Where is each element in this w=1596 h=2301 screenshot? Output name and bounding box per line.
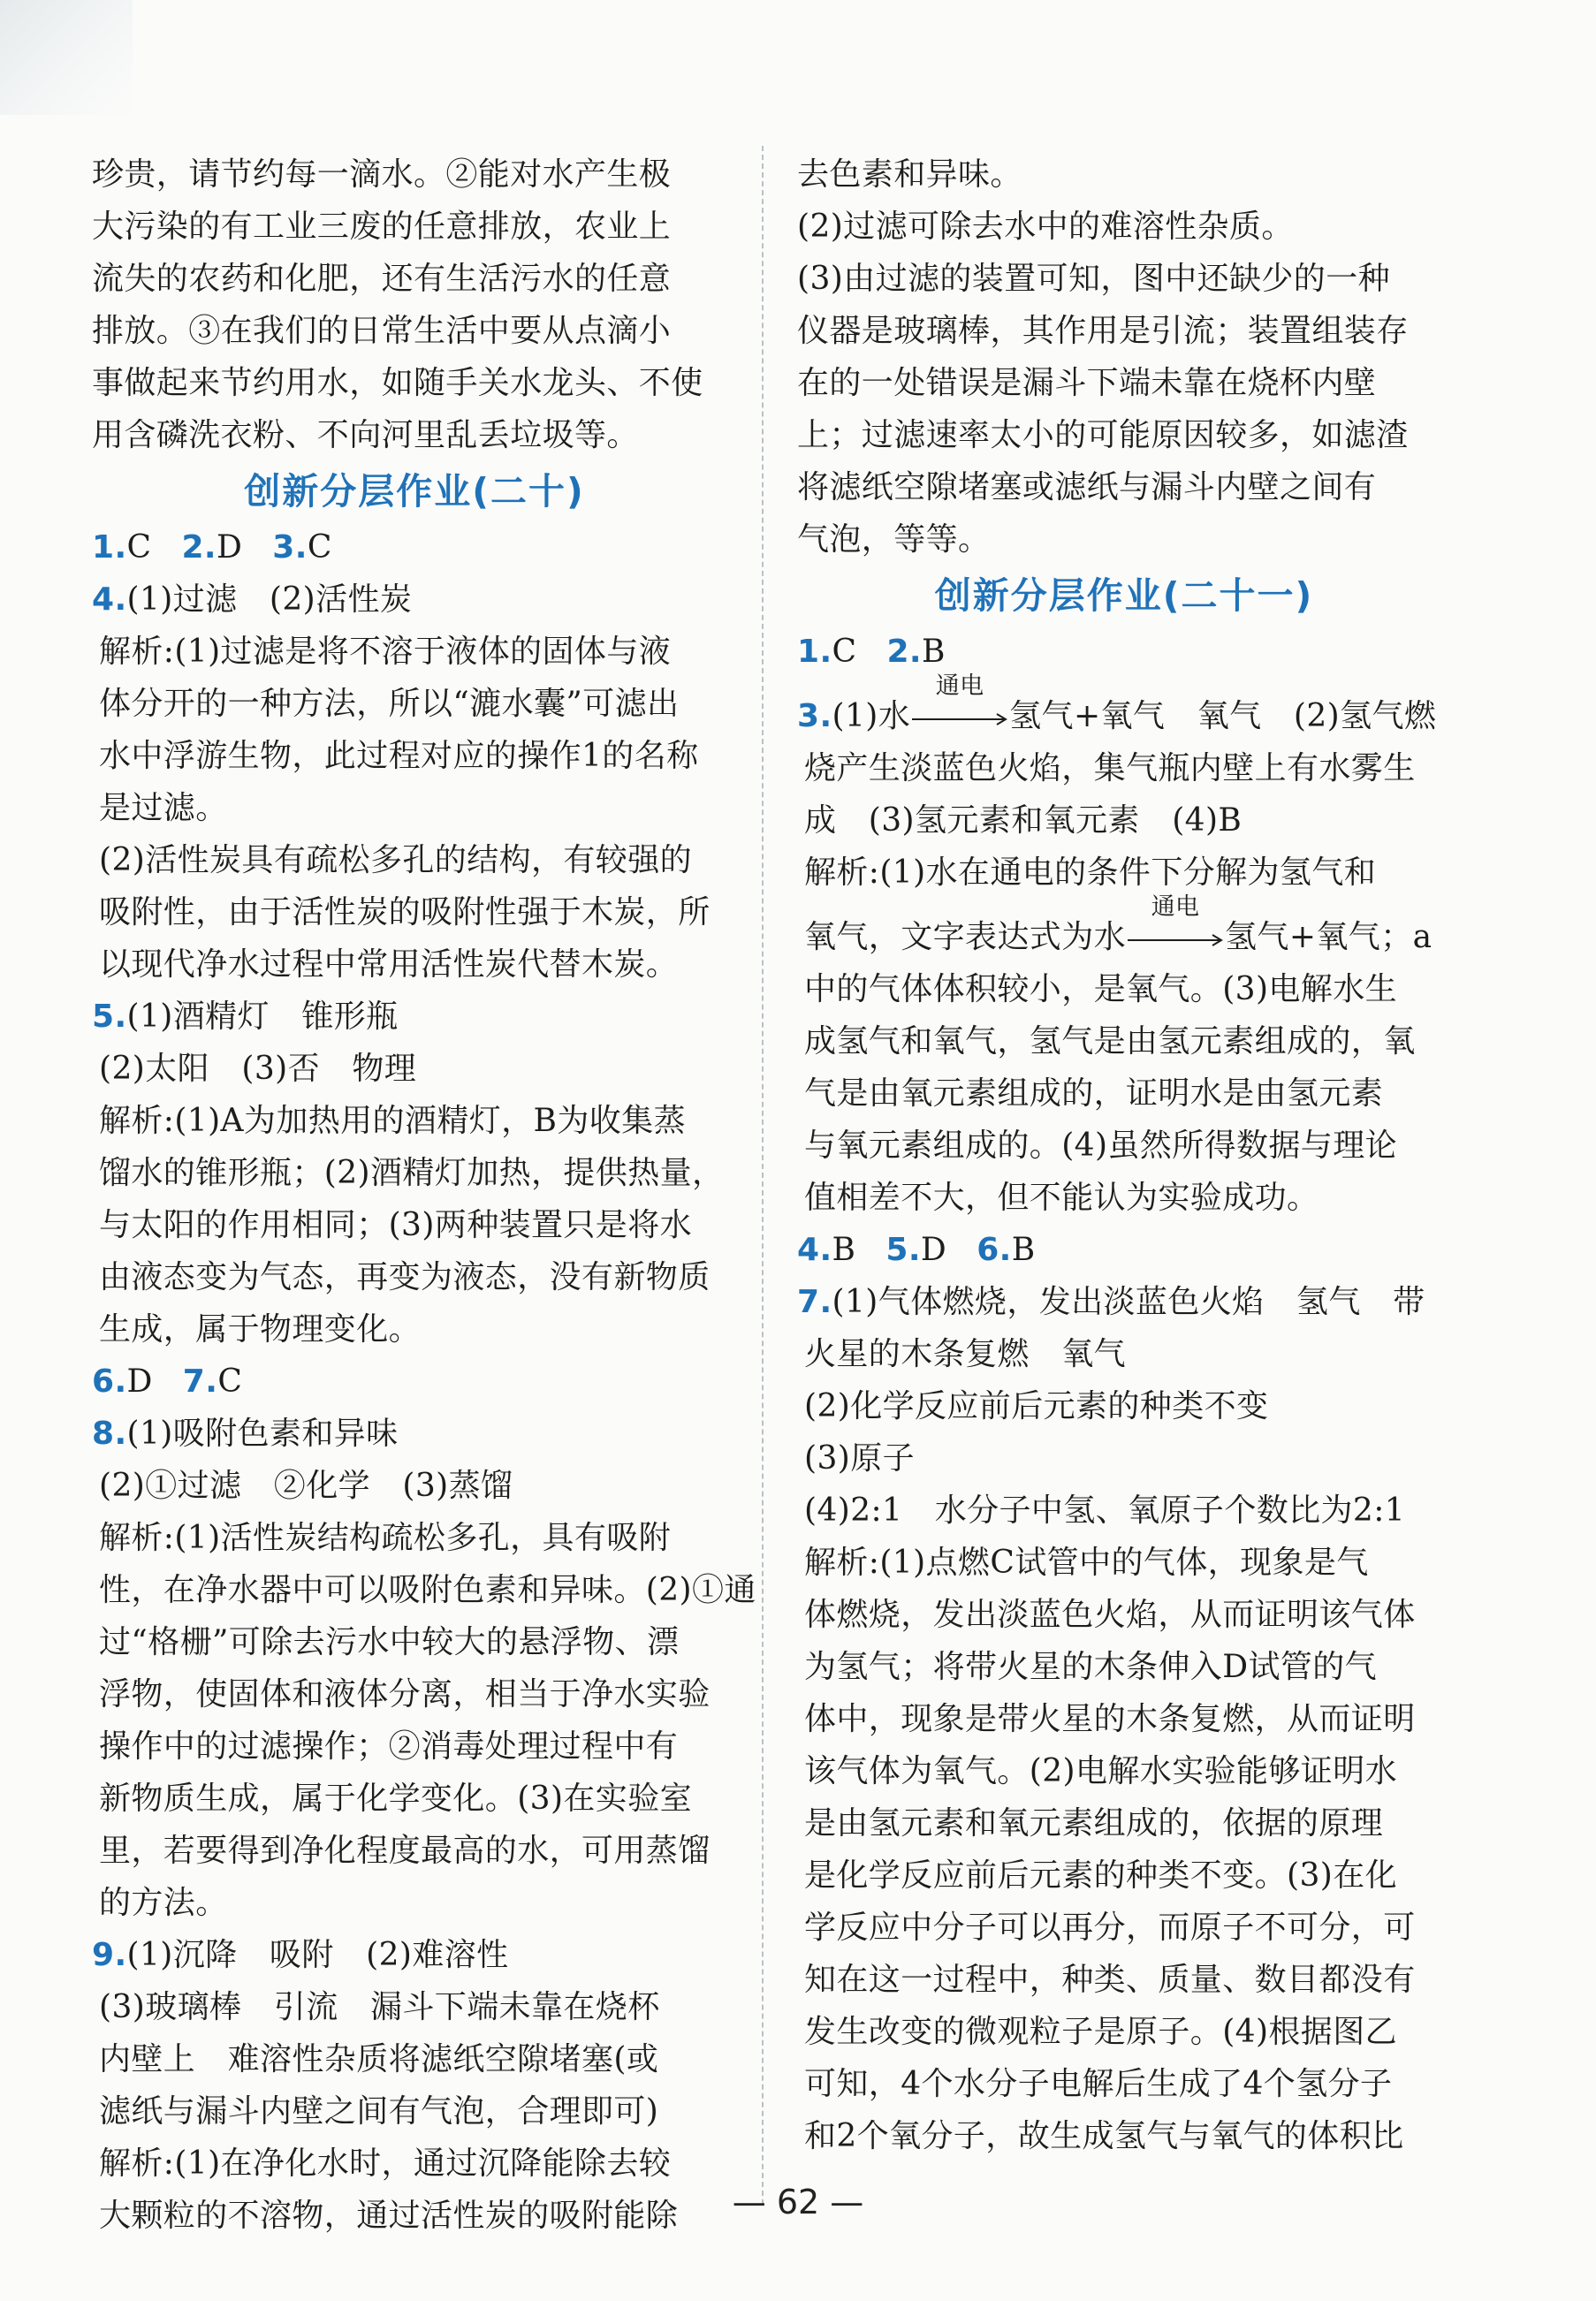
intro-paragraph (92, 148, 737, 461)
text-line: 发生改变的微观粒子是原子。(4)根据图乙 (804, 2014, 1397, 2050)
answer-row-4-6 (797, 1224, 1451, 1276)
text-line: (3)原子 (804, 1440, 915, 1477)
text-line: 是化学反应前后元素的种类不变。(3)在化 (804, 1857, 1397, 1894)
text-line: 解析:(1)活性炭结构疏松多孔，具有吸附 (99, 1520, 672, 1556)
text-line: 水中浮游生物，此过程对应的操作1的名称 (99, 738, 699, 774)
text-line: 知在这一过程中，种类、质量、数目都没有 (804, 1962, 1416, 1998)
text-line: 解析:(1)点燃C试管中的气体，现象是气 (804, 1545, 1369, 1581)
answer: (1)气体燃烧，发出淡蓝色火焰 氢气 带 (832, 1284, 1425, 1320)
answer: (1)酒精灯 锥形瓶 (126, 999, 399, 1035)
answer-row-1-2 (797, 626, 1451, 678)
text-line: 仪器是玻璃棒，其作用是引流；装置组装存 (797, 313, 1409, 349)
answer: (1)沉降 吸附 (2)难溶性 (126, 1937, 509, 1973)
question-number: 1. (797, 634, 832, 670)
text-line: 性，在净水器中可以吸附色素和异味。(2)①通 (99, 1572, 756, 1608)
text-line: 吸附性，由于活性炭的吸附性强于木炭，所 (99, 894, 711, 930)
text-line: 值相差不大，但不能认为实验成功。 (804, 1180, 1319, 1216)
answer: B (1011, 1232, 1036, 1268)
text-line: 学反应中分子可以再分，而原子不可分，可 (804, 1910, 1416, 1946)
text-line: 解析:(1)在净化水时，通过沉降能除去较 (99, 2145, 672, 2182)
question-5 (92, 991, 737, 1356)
text-line: (2)①过滤 ②化学 (3)蒸馏 (99, 1468, 513, 1504)
text-line: 操作中的过滤操作；②消毒处理过程中有 (99, 1728, 679, 1765)
right-column (797, 148, 1451, 2162)
text-line: 和2个氧分子，故生成氢气与氧气的体积比 (804, 2118, 1404, 2154)
question-7 (797, 1276, 1451, 2162)
text-line: 解析:(1)过滤是将不溶于液体的固体与液 (99, 634, 672, 670)
text-line: 用含磷洗衣粉、不向河里乱丢垃圾等。 (92, 417, 639, 453)
arrow-icon (910, 712, 1009, 726)
answer: C (217, 1363, 243, 1400)
text-line: 大污染的有工业三废的任意排放，农业上 (92, 209, 672, 245)
text-line: 事做起来节约用水，如随手关水龙头、不使 (92, 365, 703, 401)
text-line: 大颗粒的不溶物，通过活性炭的吸附能除 (99, 2198, 679, 2234)
reaction-arrow (1126, 893, 1225, 953)
question-number: 4. (92, 581, 127, 618)
answer-analysis (92, 1460, 756, 1929)
question-number: 1. (92, 529, 127, 566)
question-number: 3. (272, 529, 308, 566)
continued-analysis (797, 148, 1451, 566)
text-line: 气是由氧元素组成的，证明水是由氢元素 (804, 1075, 1384, 1112)
question-number: 4. (797, 1232, 832, 1268)
text-line: 烧产生淡蓝色火焰，集气瓶内壁上有水雾生 (804, 750, 1416, 786)
section-heading-21: 创新分层作业(二十一) (934, 574, 1314, 617)
text-line: (3)由过滤的装置可知，图中还缺少的一种 (797, 261, 1390, 297)
text-line: (2)太阳 (3)否 物理 (99, 1051, 417, 1087)
text-line: (2)活性炭具有疏松多孔的结构，有较强的 (99, 842, 692, 878)
answer: B (922, 634, 946, 670)
text-line: 由液态变为气态，再变为液态，没有新物质 (99, 1259, 711, 1295)
text-line: 该气体为氧气。(2)电解水实验能够证明水 (804, 1753, 1397, 1789)
reaction-condition: 通电 (935, 672, 984, 700)
question-number: 2. (886, 634, 923, 670)
answer: C (307, 529, 332, 566)
answer: (1)过滤 (2)活性炭 (126, 581, 413, 618)
text-line: 将滤纸空隙堵塞或滤纸与漏斗内壁之间有 (797, 469, 1377, 505)
text-line: 以现代净水过程中常用活性炭代替木炭。 (99, 946, 679, 983)
analysis-text: 氧气，文字表达式为水 (804, 919, 1127, 955)
arrow-icon (1126, 933, 1225, 947)
section-heading-20: 创新分层作业(二十) (244, 470, 585, 513)
answer: D (920, 1232, 947, 1268)
question-number: 8. (92, 1416, 127, 1452)
text-line: 体燃烧，发出淡蓝色火焰，从而证明该气体 (804, 1597, 1416, 1633)
text-line: 滤纸与漏斗内壁之间有气泡，合理即可) (99, 2093, 659, 2130)
text-line: 可知，4个水分子电解后生成了4个氢分子 (804, 2066, 1393, 2102)
answer: C (832, 634, 857, 670)
answer-row-1-3 (92, 521, 737, 573)
answer-row-6-7 (92, 1356, 737, 1408)
text-line: 馏水的锥形瓶；(2)酒精灯加热，提供热量， (99, 1155, 725, 1191)
text-line: 中的气体体积较小，是氧气。(3)电解水生 (804, 971, 1397, 1007)
question-number: 3. (797, 698, 832, 734)
text-line: (2)过滤可除去水中的难溶性杂质。 (797, 209, 1294, 245)
answer: D (126, 1363, 153, 1400)
text-line: 体中，现象是带火星的木条复燃，从而证明 (804, 1701, 1416, 1737)
text-line: 成 (3)氢元素和氧元素 (4)B (804, 802, 1243, 839)
text-line: (2)化学反应前后元素的种类不变 (804, 1388, 1269, 1424)
question-number: 6. (92, 1363, 127, 1400)
text-line: 新物质生成，属于化学变化。(3)在实验室 (99, 1781, 692, 1817)
analysis-text: 氢气+氧气；a (1225, 919, 1433, 955)
question-number: 5. (92, 999, 127, 1035)
answer: B (832, 1232, 856, 1268)
answer-analysis (92, 1043, 737, 1356)
text-line: 的方法。 (99, 1885, 228, 1921)
page-number: — 62 — (732, 2183, 864, 2221)
text-line: 上；过滤速率太小的可能原因较多，如滤渣 (797, 417, 1409, 453)
answer-analysis (797, 963, 1451, 1224)
text-line: 与氧元素组成的。(4)虽然所得数据与理论 (804, 1128, 1397, 1164)
question-number: 6. (977, 1232, 1012, 1268)
answer: (1)吸附色素和异味 (126, 1416, 399, 1452)
left-column (92, 148, 756, 2242)
answer: 氢气+氧气 氧气 (2)氢气燃 (1009, 698, 1437, 734)
question-number: 5. (885, 1232, 921, 1268)
text-line: 是由氢元素和氧元素组成的，依据的原理 (804, 1805, 1384, 1842)
text-line: 气泡，等等。 (797, 521, 991, 558)
text-line: 流失的农药和化肥，还有生活污水的任意 (92, 261, 672, 297)
question-4 (92, 573, 737, 991)
question-number: 7. (182, 1363, 218, 1400)
text-line: 火星的木条复燃 氧气 (804, 1336, 1127, 1372)
text-line: (4)2:1 水分子中氢、氧原子个数比为2:1 (804, 1492, 1406, 1529)
text-line: 里，若要得到净化程度最高的水，可用蒸馏 (99, 1833, 711, 1869)
answer-analysis (797, 1328, 1451, 2162)
text-line: 内壁上 难溶性杂质将滤纸空隙堵塞(或 (99, 2041, 659, 2077)
reaction-arrow (910, 672, 1009, 732)
text-line: 珍贵，请节约每一滴水。②能对水产生极 (92, 156, 672, 193)
text-line: (3)玻璃棒 引流 漏斗下端未靠在烧杯 (99, 1989, 660, 2025)
text-line: 过“格栅”可除去污水中较大的悬浮物、漂 (99, 1624, 680, 1660)
text-line: 与太阳的作用相同；(3)两种装置只是将水 (99, 1207, 692, 1243)
text-line: 解析:(1)水在通电的条件下分解为氢气和 (804, 854, 1377, 891)
text-line: 成氢气和氧气，氢气是由氢元素组成的，氧 (804, 1023, 1416, 1059)
text-line: 是过滤。 (99, 790, 228, 826)
text-line: 体分开的一种方法，所以“漉水囊”可滤出 (99, 686, 680, 722)
text-line: 生成，属于物理变化。 (99, 1311, 422, 1348)
answer: (1)水 (832, 698, 911, 734)
text-line: 浮物，使固体和液体分离，相当于净水实验 (99, 1676, 711, 1712)
answer-analysis (92, 626, 737, 991)
reaction-condition: 通电 (1151, 893, 1200, 921)
text-line: 为氢气；将带火星的木条伸入D试管的气 (804, 1649, 1378, 1685)
question-3 (797, 672, 1451, 1224)
text-line: 排放。③在我们的日常生活中要从点滴小 (92, 313, 672, 349)
question-number: 9. (92, 1937, 127, 1973)
question-number: 7. (797, 1284, 832, 1320)
question-8 (92, 1408, 756, 1929)
answer: D (217, 529, 243, 566)
text-line: 在的一处错误是漏斗下端未靠在烧杯内壁 (797, 365, 1377, 401)
column-divider (762, 146, 764, 2205)
answer-analysis (797, 742, 1451, 899)
text-line: 去色素和异味。 (797, 156, 1022, 193)
text-line: 解析:(1)A为加热用的酒精灯，B为收集蒸 (99, 1103, 686, 1139)
scan-corner-shade (0, 0, 133, 115)
answer: C (126, 529, 152, 566)
question-number: 2. (181, 529, 217, 566)
